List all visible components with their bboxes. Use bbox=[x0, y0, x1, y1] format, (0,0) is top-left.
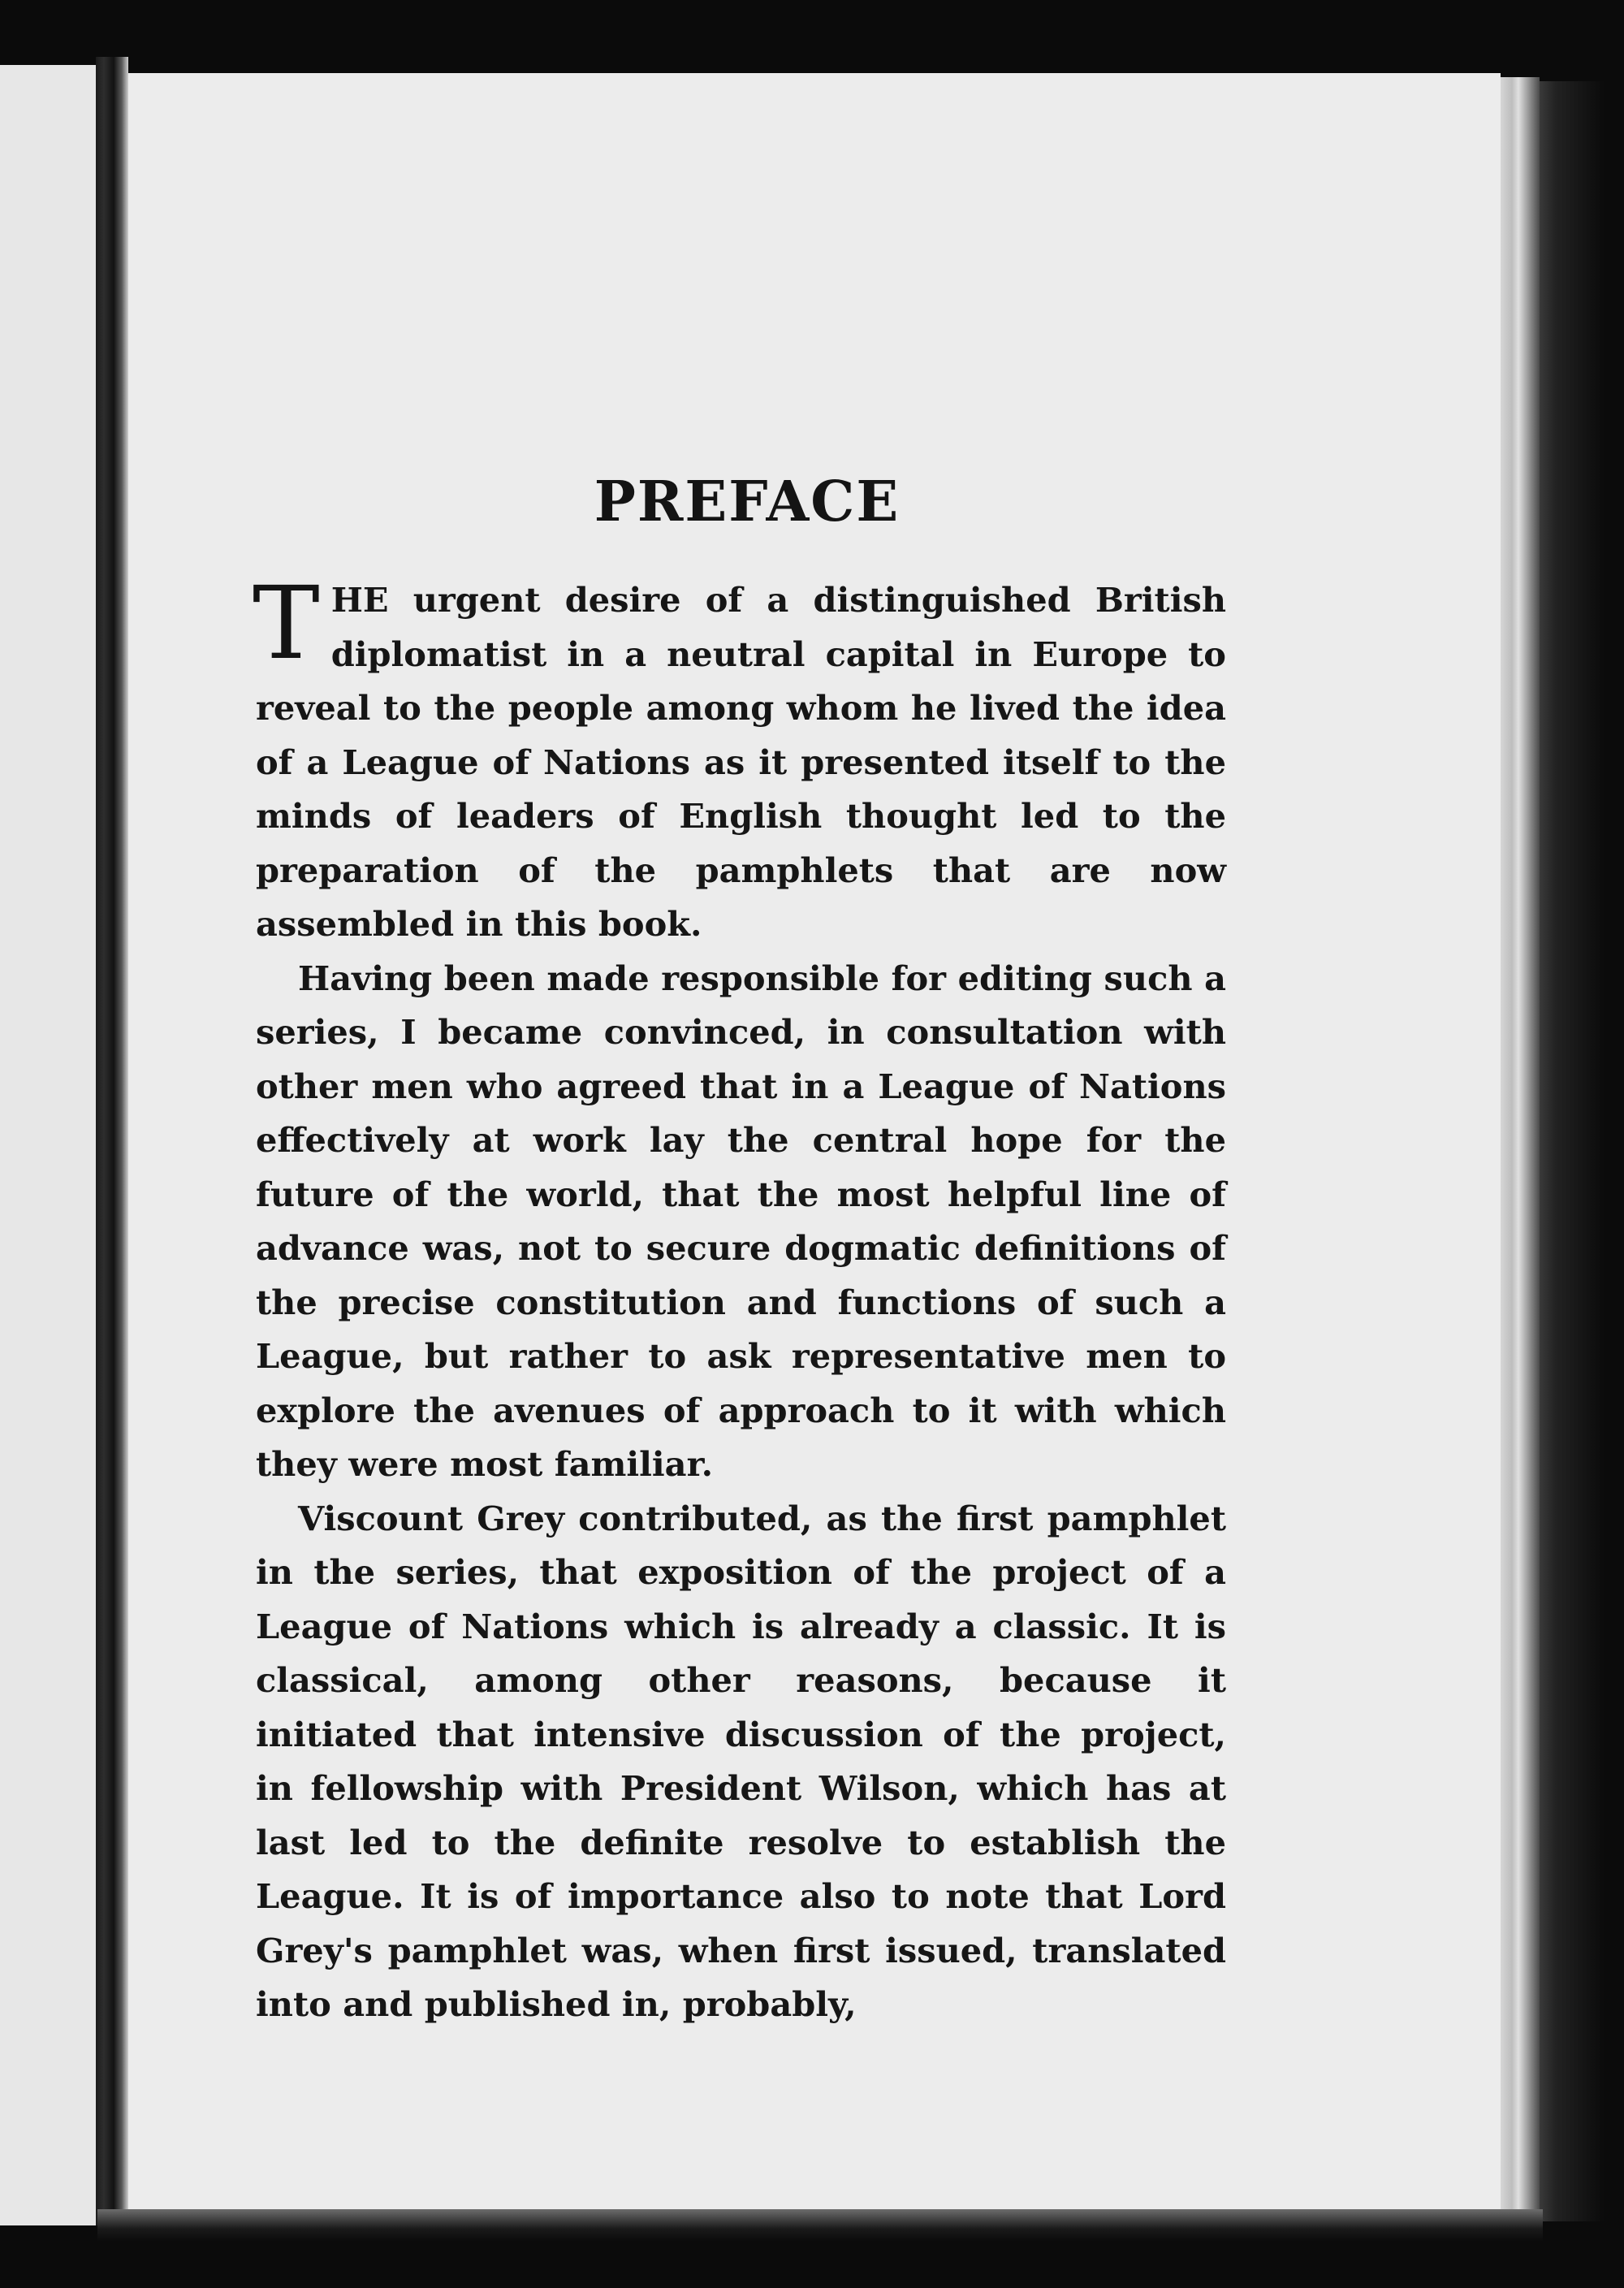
paragraph-1-text: HE urgent desire of a distinguished British diplomatist in a neutral capital in Europe to reveal to the people among whom he lived the idea of a League of Nations as it presented itself to the minds of leaders of English thought led to the preparation of the pamphlets that are now assembled in this book. bbox=[256, 580, 1226, 944]
paragraph-1 bbox=[253, 565, 1226, 952]
drop-cap: T bbox=[253, 565, 320, 682]
page-edge bbox=[1501, 77, 1540, 2225]
page-title: PREFACE bbox=[594, 469, 901, 534]
paragraph-3: Viscount Grey contributed, as the first pamphlet in the series, that exposition of the project of a League of Nations which is already a classic. It is classical, among other reasons, because it initiated that intensive discussion of the project, in fellowship with President Wilson, which has at last led to the definite resolve to establish the League. It is of importance also to note that Lord Grey's pamphlet was, when first issued, translated into and published in, probably, bbox=[256, 1498, 1226, 2024]
page-bottom-shadow bbox=[97, 2209, 1543, 2242]
book-gutter bbox=[96, 57, 128, 2225]
preface-body bbox=[253, 565, 1226, 2032]
book-cover-edge bbox=[1540, 81, 1605, 2221]
facing-page-edge bbox=[0, 65, 96, 2225]
paragraph-2: Having been made responsible for editing such a series, I became convinced, in consultation with other men who agreed that in a League of Nations effectively at work lay the central hope for the future of the world, that the most helpful line of advance was, not to secure dogmatic definitions of the precise constitution and functions of such a League, but rather to ask representative men to explore the avenues of approach to it with which they were most familiar. bbox=[256, 958, 1226, 1484]
